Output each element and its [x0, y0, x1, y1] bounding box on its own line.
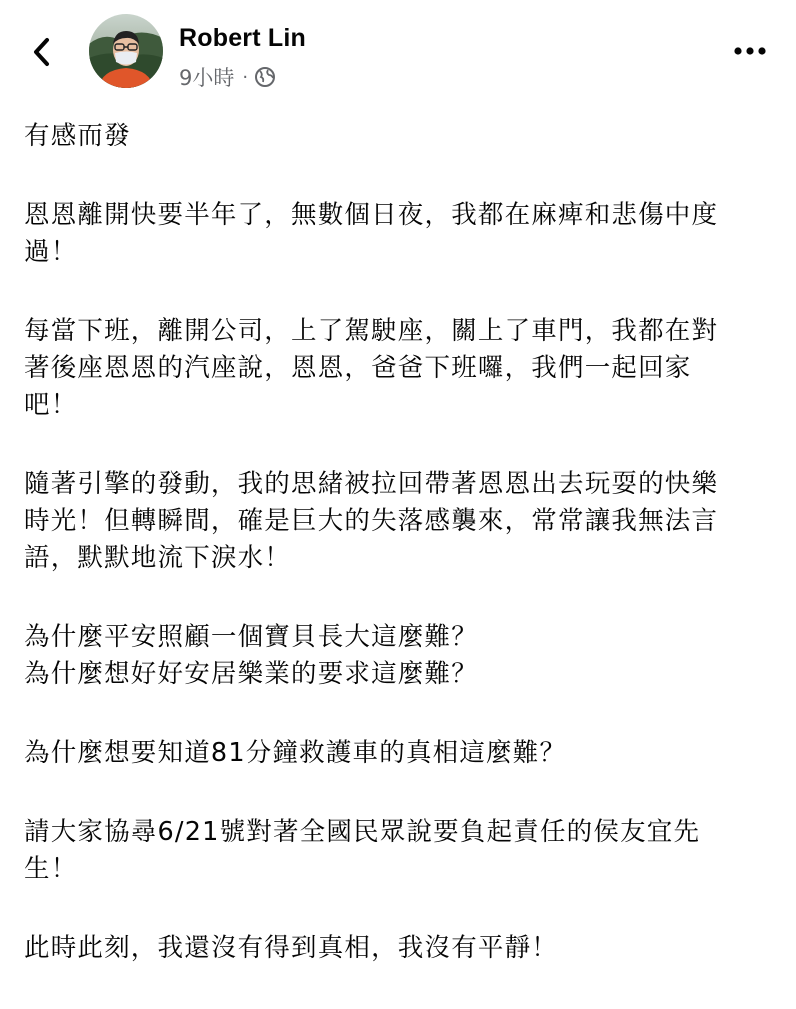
- post-paragraph: [24, 619, 774, 693]
- more-horizontal-icon: [733, 46, 767, 56]
- post-text-line: 恩恩離開快要半年了，無數個日夜，我都在麻痺和悲傷中度: [24, 200, 719, 230]
- post-text-line: 吧！: [24, 390, 78, 420]
- post-text-line: 語，默默地流下淚水！: [24, 543, 292, 573]
- post-header: [0, 0, 796, 100]
- post-paragraph: [24, 735, 774, 772]
- post-text-line: 為什麼想好好安居樂業的要求這麼難？: [24, 659, 478, 689]
- post-text-line: 為什麼平安照顧一個寶貝長大這麼難？: [24, 622, 478, 652]
- post-text-line: 隨著引擎的發動，我的思緒被拉回帶著恩恩出去玩耍的快樂: [24, 469, 719, 499]
- chevron-left-icon: [30, 36, 54, 68]
- post-text-line: 著後座恩恩的汽座說，恩恩，爸爸下班囉，我們一起回家: [24, 353, 692, 383]
- post-text-line: 此時此刻，我還沒有得到真相，我沒有平靜！: [24, 933, 559, 963]
- post-paragraph: [24, 466, 774, 577]
- post-paragraph: [24, 118, 774, 155]
- post-text-line: 請大家協尋6/21號對著全國民眾說要負起責任的侯友宜先: [24, 817, 701, 847]
- more-options-button[interactable]: [728, 36, 772, 66]
- avatar-image: [89, 14, 163, 88]
- post-text-line: 過！: [24, 237, 78, 267]
- back-button[interactable]: [22, 30, 62, 74]
- post-text-line: 時光！但轉瞬間，確是巨大的失落感襲來，常常讓我無法言: [24, 506, 719, 536]
- post-text-line: 每當下班，離開公司，上了駕駛座，關上了車門，我都在對: [24, 316, 719, 346]
- post-paragraph: [24, 313, 774, 424]
- meta-separator: ·: [242, 66, 249, 88]
- post-body: [24, 118, 774, 1009]
- post-paragraph: [24, 814, 774, 888]
- post-text-line: 生！: [24, 854, 78, 884]
- timestamp[interactable]: 9小時: [179, 66, 235, 90]
- post-text-line: 有感而發: [24, 121, 131, 151]
- post-paragraph: [24, 197, 774, 271]
- post-meta: [179, 62, 276, 92]
- avatar[interactable]: [89, 14, 163, 88]
- author-name[interactable]: Robert Lin: [179, 24, 306, 52]
- globe-icon: [254, 66, 276, 88]
- post-text-line: 為什麼想要知道81分鐘救護車的真相這麼難？: [24, 738, 567, 768]
- post-paragraph: [24, 930, 774, 967]
